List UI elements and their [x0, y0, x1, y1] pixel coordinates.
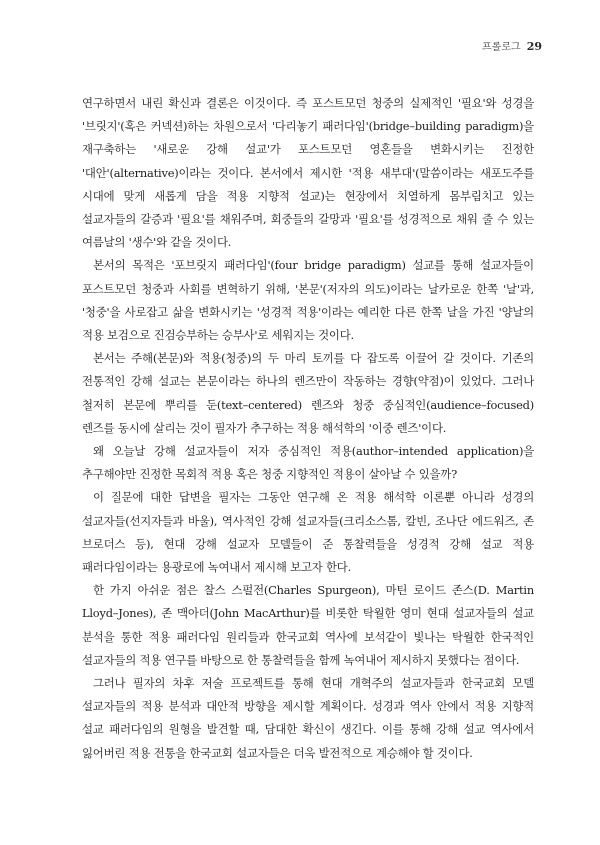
paragraph: 한 가지 아쉬운 점은 찰스 스펄전(Charles Spurgeon), 마틴 로이드 존스(D. Martin Lloyd–Jones), 존 맥아더(John MacArthur)를 비롯한 탁월한 영미 현대 설교자들의 설교 분석을 통한 적용 패러다임 원리들과 한국교회 역사에 보석같이 빛나는 탁월한 한국적인 설교자들의 적용 연구를 바탕으로 한 통찰력들을 함께 녹여내어 제시하지 못했다는 점이다. — [82, 583, 534, 667]
page-number: 29 — [526, 40, 542, 53]
body-text — [82, 92, 534, 765]
paragraph: 왜 오늘날 강해 설교자들이 저자 중심적인 적용(author–intended application)을 추구해야만 진정한 목회적 적용 혹은 청중 지향적인 적용이 살아날 수 있을까? — [82, 444, 534, 482]
running-header — [482, 38, 542, 53]
section-title: 프롤로그 — [482, 42, 521, 53]
paragraph: 본서의 목적은 '포브릿지 패러다임'(four bridge paradigm) 설교를 통해 설교자들이 포스트모던 청중과 사회를 변혁하기 위해, '본문'(저자의 의도)이라는 날카로운 한쪽 '날'과, '청중'을 사로잡고 삶을 변화시키는 '성경적 적용'이라는 예리한 다른 한쪽 날을 가진 '양날의 적용 보검으로 진검승부하는 승부사'로 세워지는 것이다. — [82, 258, 534, 343]
paragraph: 연구하면서 내린 확신과 결론은 이것이다. 즉 포스트모던 청중의 실제적인 '필요'와 성경을 '브릿지'(혹은 커넥션)하는 차원으로서 '다리놓기 패러다임'(bridge–building paradigm)을 재구축하는 '새로운 강해 설교'가 포스트모던 영혼들을 변화시키는 진정한 '대안'(alternative)이라는 것이다. 본서에서 제시한 '적용 새부대'(말씀이라는 새포도주를 시대에 맞게 새롭게 담을 적용 지향적 설교)는 현장에서 치열하게 몸부림치고 있는 설교자들의 갈증과 '필요'를 채워주며, 회중들의 갈망과 '필요'를 성경적으로 채워 줄 수 있는 여름날의 '생수'와 같을 것이다. — [82, 96, 534, 250]
paragraph: 그러나 필자의 차후 저술 프로젝트를 통해 현대 개혁주의 설교자들과 한국교회 모델 설교자들의 적용 분석과 대안적 방향을 제시할 계획이다. 성경과 역사 안에서 적용 지향적 설교 패러다임의 원형을 발견할 때, 담대한 확신이 생긴다. 이를 통해 강해 설교 역사에서 잃어버린 적용 전통을 한국교회 설교자들은 더욱 발전적으로 계승해야 할 것이다. — [82, 676, 534, 760]
paragraph: 본서는 주해(본문)와 적용(청중)의 두 마리 토끼를 다 잡도록 이끌어 갈 것이다. 기존의 전통적인 강해 설교는 본문이라는 하나의 렌즈만이 작동하는 경향(약점)이 있었다. 그러나 철저히 본문에 뿌리를 둔(text–centered) 렌즈와 청중 중심적인(audience–focused) 렌즈를 동시에 살리는 것이 필자가 추구하는 적용 해석학의 '이중 렌즈'이다. — [82, 351, 534, 435]
paragraph: 이 질문에 대한 답변을 필자는 그동안 연구해 온 적용 해석학 이론뿐 아니라 성경의 설교자들(선지자들과 바울), 역사적인 강해 설교자들(크리소스톰, 칼빈, 조나단 에드워즈, 존 브로더스 등), 현대 강해 설교자 모델들이 준 통찰력들을 성경적 강해 설교 적용 패러다임이라는 용광로에 녹여내서 제시해 보고자 한다. — [82, 490, 534, 575]
